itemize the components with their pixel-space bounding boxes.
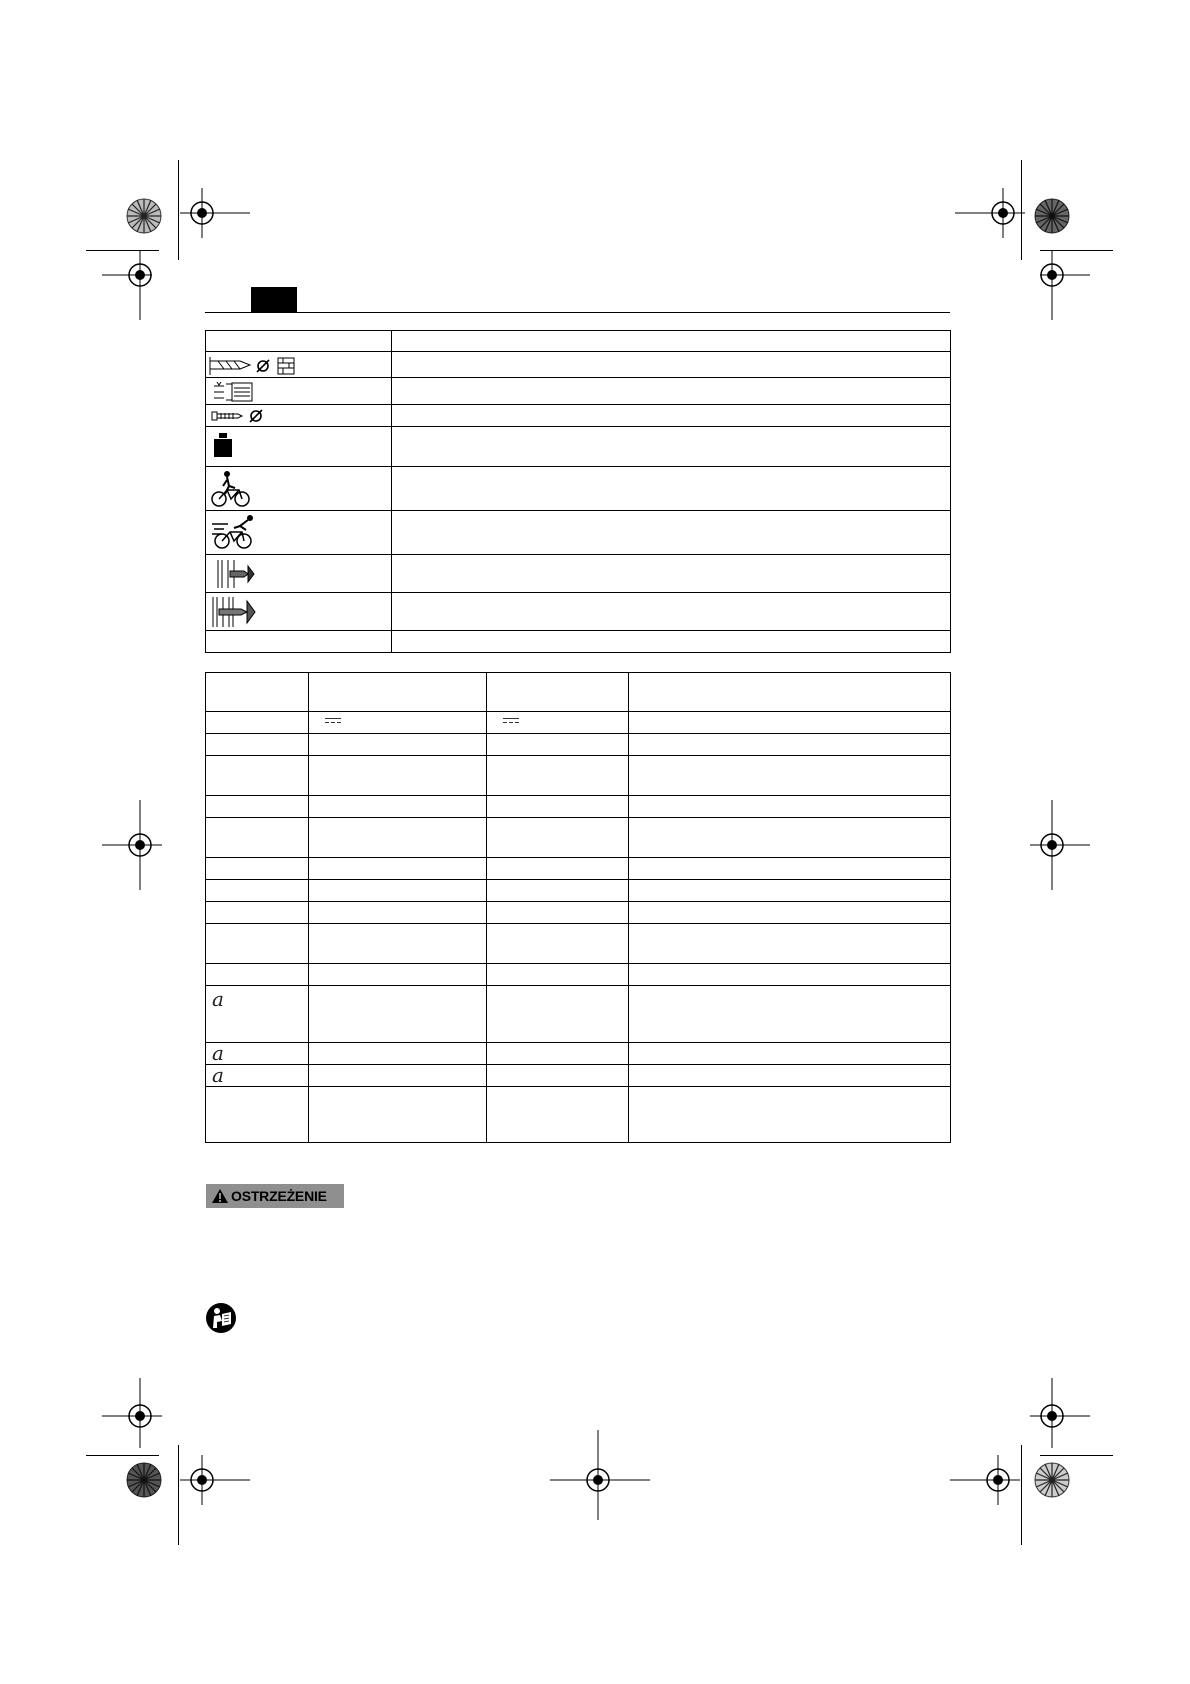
table-cell — [629, 858, 951, 880]
vibration-symbol: a — [212, 1041, 224, 1065]
table-row — [206, 631, 951, 653]
color-bar-target-icon — [1034, 198, 1070, 234]
second-gear-cyclist-icon — [210, 514, 256, 550]
table-cell — [308, 1043, 486, 1065]
table-cell — [206, 1065, 309, 1087]
table-row — [206, 511, 951, 555]
description-cell — [391, 405, 950, 427]
symbol-cell — [206, 631, 392, 653]
table-cell — [206, 924, 309, 964]
warning-label: OSTRZEŻENIE — [231, 1188, 327, 1204]
registration-mark-icon — [102, 800, 162, 890]
table-cell — [206, 673, 309, 712]
table-row — [206, 902, 951, 924]
registration-mark-icon — [102, 250, 152, 320]
table-row — [206, 467, 951, 511]
table-cell — [206, 734, 309, 756]
description-cell — [391, 593, 950, 631]
description-cell — [391, 467, 950, 511]
table-cell — [206, 818, 309, 858]
table-cell — [629, 1087, 951, 1143]
description-cell — [391, 631, 950, 653]
registration-mark-icon — [950, 1455, 1020, 1505]
symbol-cell — [206, 511, 392, 555]
table-cell — [206, 964, 309, 986]
chuck-clamping-range-icon — [212, 380, 256, 404]
symbol-cell — [206, 378, 392, 405]
table-row — [206, 1087, 951, 1143]
row-mark — [206, 816, 212, 840]
table-cell — [308, 964, 486, 986]
table-cell — [308, 712, 486, 734]
description-cell — [391, 511, 950, 555]
screw-diameter-icon — [210, 407, 270, 425]
table-row — [206, 734, 951, 756]
table-row — [206, 756, 951, 796]
registration-mark-icon — [955, 188, 1025, 238]
table-cell — [206, 712, 309, 734]
registration-mark-icon — [180, 188, 250, 238]
table-cell — [486, 880, 629, 902]
dc-current-icon — [325, 718, 341, 724]
table-cell — [486, 796, 629, 818]
table-cell — [486, 986, 629, 1043]
weight-icon — [212, 431, 234, 459]
description-cell — [391, 352, 950, 378]
symbol-cell — [206, 352, 392, 378]
table-cell — [486, 818, 629, 858]
registration-mark-icon — [180, 1455, 250, 1505]
table-cell — [206, 880, 309, 902]
table-cell — [486, 1065, 629, 1087]
table-cell — [206, 1043, 309, 1065]
registration-mark-icon — [1030, 1378, 1090, 1448]
table-cell — [206, 796, 309, 818]
dc-current-icon — [503, 718, 519, 724]
table-row — [206, 712, 951, 734]
specifications-table — [205, 672, 951, 1143]
table-cell — [486, 712, 629, 734]
vibration-symbol: a — [212, 1063, 224, 1087]
description-cell — [391, 555, 950, 593]
table-cell — [486, 756, 629, 796]
table-cell — [629, 902, 951, 924]
table-cell — [629, 924, 951, 964]
table-cell — [308, 818, 486, 858]
warning-badge — [206, 1184, 344, 1208]
first-gear-cyclist-icon — [211, 470, 251, 508]
table-cell — [486, 1087, 629, 1143]
registration-mark-icon — [550, 1430, 650, 1520]
description-cell — [391, 378, 950, 405]
color-bar-target-icon — [1034, 1462, 1070, 1498]
row-mark — [206, 710, 212, 734]
table-cell — [308, 673, 486, 712]
table-row — [206, 796, 951, 818]
table-row — [206, 1065, 951, 1087]
large-screw-in-wood-icon — [211, 595, 259, 629]
small-screw-in-wood-icon — [214, 558, 258, 590]
table-cell — [486, 1043, 629, 1065]
symbols-table — [205, 330, 951, 653]
symbol-cell — [206, 593, 392, 631]
table-cell — [629, 1043, 951, 1065]
table-row — [206, 405, 951, 427]
row-mark — [206, 732, 212, 756]
table-cell — [486, 902, 629, 924]
table-row — [206, 673, 951, 712]
table-cell — [486, 673, 629, 712]
row-mark — [206, 1085, 212, 1109]
table-cell — [308, 924, 486, 964]
table-row — [206, 427, 951, 467]
table-cell — [486, 964, 629, 986]
table-cell — [308, 796, 486, 818]
symbol-cell — [206, 427, 392, 467]
table-row — [206, 986, 951, 1043]
table-cell — [308, 986, 486, 1043]
table-cell — [486, 734, 629, 756]
table-cell — [486, 858, 629, 880]
table-cell — [308, 734, 486, 756]
table-row — [206, 1043, 951, 1065]
table-cell — [206, 986, 309, 1043]
table-cell — [206, 858, 309, 880]
row-mark — [206, 922, 212, 946]
read-manual-icon — [205, 1302, 237, 1334]
row-mark — [206, 671, 212, 695]
language-tab — [251, 287, 297, 313]
table-cell — [629, 796, 951, 818]
row-mark — [206, 856, 212, 880]
table-row — [206, 331, 951, 352]
description-cell — [391, 427, 950, 467]
table-cell — [308, 858, 486, 880]
table-cell — [629, 818, 951, 858]
table-row — [206, 880, 951, 902]
table-cell — [629, 964, 951, 986]
registration-mark-icon — [1030, 800, 1090, 890]
description-cell — [391, 331, 950, 352]
row-mark — [206, 900, 212, 924]
table-row — [206, 858, 951, 880]
table-row — [206, 964, 951, 986]
row-mark — [206, 794, 212, 818]
table-cell — [629, 1065, 951, 1087]
color-bar-target-icon — [126, 198, 162, 234]
warning-triangle-icon — [211, 1188, 229, 1204]
vibration-symbol: a — [212, 987, 224, 1011]
row-mark — [206, 754, 212, 778]
table-cell — [308, 1087, 486, 1143]
table-cell — [206, 756, 309, 796]
registration-mark-icon — [102, 1378, 162, 1448]
color-bar-target-icon — [126, 1462, 162, 1498]
table-row — [206, 818, 951, 858]
table-cell — [308, 902, 486, 924]
table-cell — [629, 734, 951, 756]
table-cell — [206, 1087, 309, 1143]
table-row — [206, 555, 951, 593]
table-cell — [206, 902, 309, 924]
registration-mark-icon — [1040, 250, 1090, 320]
header-rule — [205, 312, 950, 313]
table-cell — [629, 712, 951, 734]
row-mark — [206, 878, 212, 902]
table-cell — [308, 756, 486, 796]
table-cell — [308, 880, 486, 902]
symbol-cell — [206, 405, 392, 427]
table-cell — [629, 756, 951, 796]
symbol-cell — [206, 467, 392, 511]
table-cell — [629, 673, 951, 712]
table-cell — [629, 986, 951, 1043]
table-row — [206, 593, 951, 631]
table-cell — [629, 880, 951, 902]
symbol-cell — [206, 555, 392, 593]
table-cell — [486, 924, 629, 964]
table-cell — [308, 1065, 486, 1087]
table-row — [206, 924, 951, 964]
table-row — [206, 378, 951, 405]
symbol-cell — [206, 331, 392, 352]
drill-bit-diameter-masonry-icon — [208, 355, 298, 377]
table-row — [206, 352, 951, 378]
